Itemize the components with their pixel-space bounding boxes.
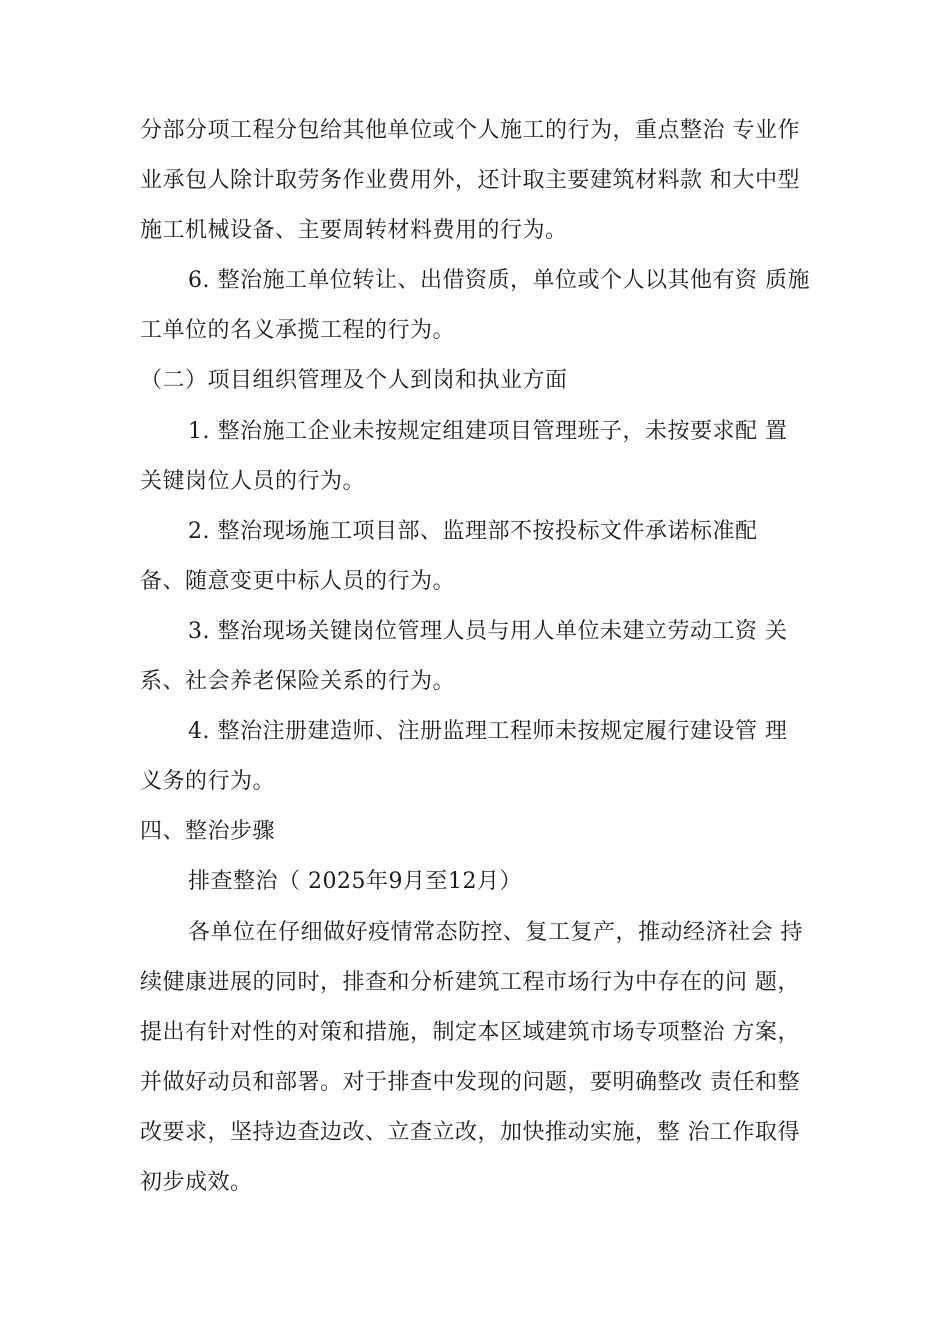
- paragraph-item-3: 3. 整治现场关键岗位管理人员与用人单位未建立劳动工资 关: [188, 619, 788, 644]
- paragraph-item-1: 1. 整治施工企业未按规定组建项目管理班子，未按要求配 置: [188, 419, 788, 444]
- text-line: 系、社会养老保险关系的行为。: [140, 669, 456, 694]
- text-line: 工单位的名义承揽工程的行为。: [140, 318, 456, 343]
- text-line: 关键岗位人员的行为。: [140, 469, 366, 494]
- paragraph-item-4: 4. 整治注册建造师、注册监理工程师未按规定履行建设管 理: [188, 719, 788, 744]
- paragraph-body: 各单位在仔细做好疫情常态防控、复工复产，推动经济社会 持: [188, 920, 803, 945]
- text-line: 施工机械设备、主要周转材料费用的行为。: [140, 218, 568, 243]
- text-line: 初步成效。: [140, 1170, 253, 1195]
- text-line: 备、随意变更中标人员的行为。: [140, 569, 456, 594]
- subheading-inspection: 排查整治（ 2025年9月至12月）: [188, 869, 522, 894]
- paragraph-item-6: 6. 整治施工单位转让、出借资质，单位或个人以其他有资 质施: [188, 268, 810, 293]
- text-line: 义务的行为。: [140, 769, 276, 794]
- text-line: 业承包人除计取劳务作业费用外，还计取主要建筑材料款 和大中型: [140, 168, 800, 193]
- text-line: 分部分项工程分包给其他单位或个人施工的行为，重点整治 专业作: [140, 118, 800, 143]
- section-heading-steps: 四、整治步骤: [140, 819, 276, 844]
- text-line: 改要求，坚持边查边改、立查立改，加快推动实施，整 治工作取得: [140, 1120, 800, 1145]
- section-heading: （二）项目组织管理及个人到岗和执业方面: [140, 368, 568, 393]
- text-line: 并做好动员和部署。对于排查中发现的问题，要明确整改 责任和整: [140, 1070, 800, 1095]
- paragraph-item-2: 2. 整治现场施工项目部、监理部不按投标文件承诺标准配: [188, 519, 758, 544]
- text-line: 提出有针对性的对策和措施，制定本区域建筑市场专项整治 方案，: [140, 1020, 800, 1045]
- text-line: 续健康进展的同时，排查和分析建筑工程市场行为中存在的问 题，: [140, 970, 800, 995]
